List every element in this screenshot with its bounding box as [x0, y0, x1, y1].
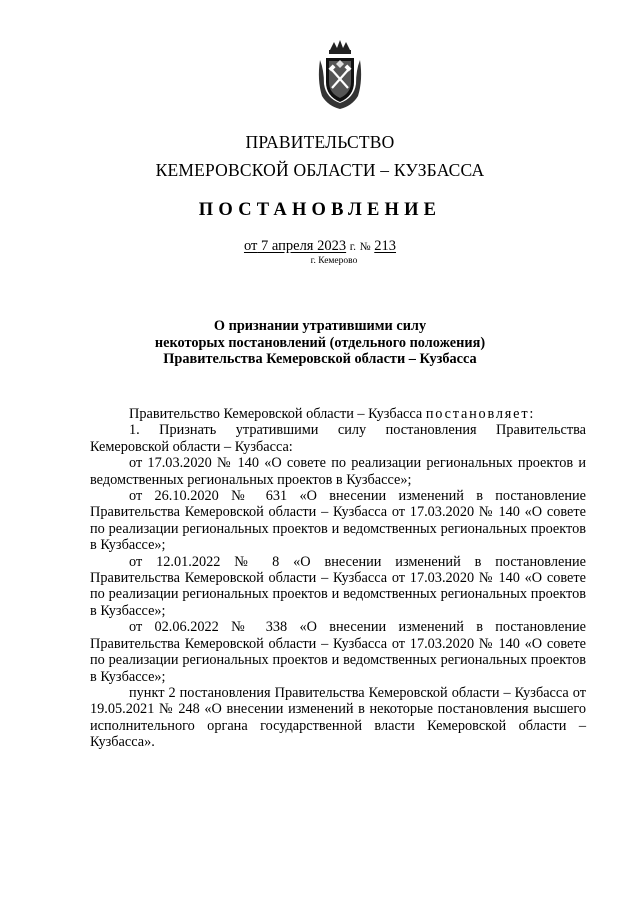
intro-text: Правительство Кемеровской области – Кузбасса [129, 406, 423, 422]
document-title [0, 318, 640, 368]
intro-paragraph [90, 406, 586, 422]
date-line [0, 238, 640, 255]
title-line2: некоторых постановлений (отдельного положения) [154, 334, 486, 351]
title-line3: Правительства Кемеровской области – Кузбасса [163, 351, 477, 367]
body-paragraph: 1. Признать утратившими силу постановления Правительства Кемеровской области – Кузбасса: [90, 422, 586, 455]
body-paragraph: от 12.01.2022 № 8 «О внесении изменений в постановление Правительства Кемеровской области – Кузбасса от 17.03.2020 № 140 «О совете по реализации региональных проектов и ведомственных региональных проектов в Кузбассе»; [90, 553, 586, 619]
body-paragraph: от 17.03.2020 № 140 «О совете по реализации региональных проектов и ведомственных региональных проектов в Кузбассе»; [90, 455, 586, 488]
number-sign: № [359, 241, 371, 253]
coat-of-arms-icon [316, 40, 364, 110]
body-paragraph: от 26.10.2020 № 631 «О внесении изменений в постановление Правительства Кемеровской области – Кузбасса от 17.03.2020 № 140 «О совете по реализации региональных проектов и ведомственных региональных проектов в Кузбассе»; [90, 488, 586, 554]
document-type: ПОСТАНОВЛЕНИЕ [198, 200, 442, 220]
document-date: 7 апреля 2023 [261, 238, 347, 254]
year-suffix: г. [349, 241, 357, 253]
city-name: г. Кемерово [310, 256, 358, 266]
title-line1: О признании утратившими силу [213, 318, 427, 334]
intro-keyword: постановляет: [425, 406, 536, 422]
body-paragraph: от 02.06.2022 № 338 «О внесении изменений в постановление Правительства Кемеровской области – Кузбасса от 17.03.2020 № 140 «О совете по реализации региональных проектов и ведомственных региональных проектов в Кузбассе»; [90, 619, 586, 685]
date-prefix: от [243, 238, 258, 254]
body-paragraph: пункт 2 постановления Правительства Кемеровской области – Кузбасса от 19.05.2021 № 248 «О внесении изменений в некоторые постановления высшего исполнительного органа государственной власти Кемеровской области – Кузбасса». [90, 684, 586, 751]
org-name-line1: ПРАВИТЕЛЬСТВО [245, 132, 395, 152]
document-number: 213 [374, 238, 397, 254]
org-name-line2: КЕМЕРОВСКОЙ ОБЛАСТИ – КУЗБАССА [155, 160, 485, 180]
document-body [90, 406, 586, 751]
